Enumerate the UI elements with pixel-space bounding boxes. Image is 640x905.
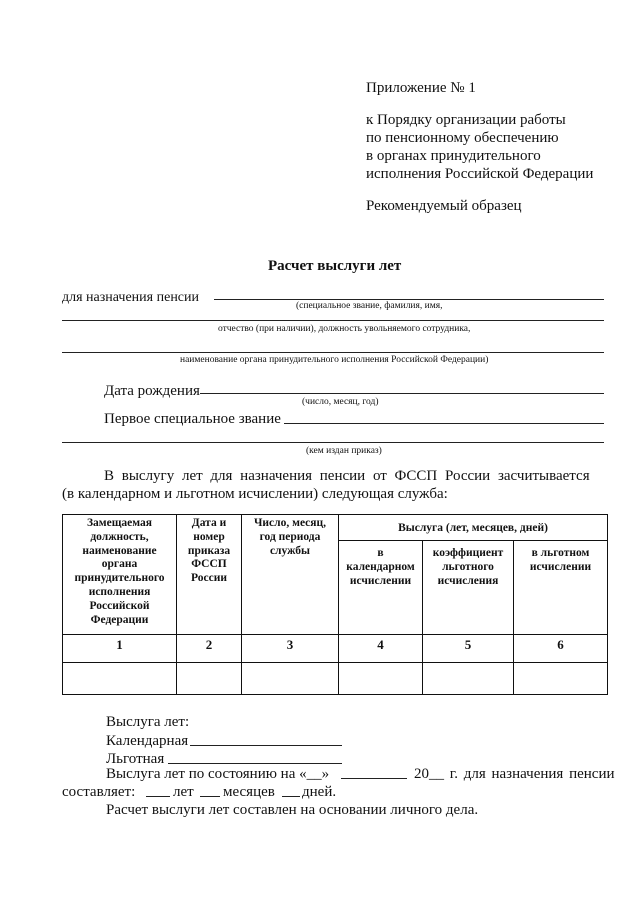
col-number-1: 1 — [63, 635, 177, 663]
header-position-l4: органа — [101, 558, 138, 571]
header-line-3: в органах принудительного — [366, 148, 541, 164]
calendar-label: Календарная — [106, 733, 189, 749]
hint-patronymic: отчество (при наличии), должность увольняемого сотрудника, — [218, 324, 471, 334]
preferential-label: Льготная — [106, 751, 165, 767]
header-position — [63, 515, 177, 635]
years-line — [146, 796, 170, 797]
header-position-l6: исполнения — [88, 585, 151, 598]
empty-cell[interactable] — [177, 663, 242, 695]
table-row-numbers — [63, 635, 608, 663]
empty-cell[interactable] — [63, 663, 177, 695]
empty-cell[interactable] — [423, 663, 514, 695]
header-period-l1: Число, месяц, — [253, 517, 327, 529]
empty-cell[interactable] — [514, 663, 608, 695]
header-position-l8: Федерации — [90, 613, 149, 626]
header-preferential-l1: в льготном — [531, 547, 590, 559]
header-order-l5: России — [191, 572, 227, 585]
months-line — [200, 796, 220, 797]
paragraph-line-1: В выслугу лет для назначения пенсии от ФССП России засчитывается — [104, 468, 590, 484]
header-coefficient-l1: коэффициент — [432, 547, 504, 559]
header-period-l3: службы — [269, 544, 311, 557]
header-position-l7: Российской — [89, 599, 150, 612]
header-calendar-l3: исчислении — [349, 574, 412, 587]
first-rank-line — [284, 423, 604, 424]
header-position-l3: наименование — [82, 544, 157, 557]
preferential-line — [168, 763, 342, 764]
header-period — [242, 515, 339, 635]
patronymic-line — [62, 320, 604, 321]
header-coefficient-l2: льготного — [442, 560, 494, 573]
header-order-l4: ФССП — [191, 558, 227, 571]
empty-cell[interactable] — [339, 663, 423, 695]
header-preferential-l2: исчислении — [529, 560, 592, 573]
header-order — [177, 515, 242, 635]
col-number-5: 5 — [423, 635, 514, 663]
header-seniority-group: Выслуга (лет, месяцев, дней) — [339, 515, 608, 541]
as-of-year: 20__ г. для назначения пенсии — [414, 766, 615, 782]
order-line — [62, 442, 604, 443]
document-title: Расчет выслуги лет — [268, 258, 402, 274]
col-number-6: 6 — [514, 635, 608, 663]
as-of-date-line — [341, 778, 407, 779]
days-line — [282, 796, 300, 797]
paragraph-line-2: (в календарном и льготном исчислении) следующая служба: — [62, 486, 448, 502]
seniority-label: Выслуга лет: — [106, 714, 190, 730]
as-of-label: Выслуга лет по состоянию на «__» — [106, 766, 330, 782]
totals-prefix: составляет: — [62, 784, 136, 800]
header-line-1: к Порядку организации работы — [366, 112, 566, 128]
header-coefficient-l3: исчисления — [437, 574, 499, 587]
based-on-text: Расчет выслуги лет составлен на основании личного дела. — [106, 802, 479, 818]
header-coefficient — [423, 541, 514, 635]
header-calendar — [339, 541, 423, 635]
header-order-l2: номер — [193, 530, 225, 543]
months-label: месяцев — [223, 784, 275, 800]
for-pension-label: для назначения пенсии — [62, 290, 200, 305]
first-rank-label: Первое специальное звание — [104, 411, 281, 427]
days-label: дней. — [302, 784, 337, 800]
header-position-l2: должность, — [90, 530, 149, 543]
header-line-4: исполнения Российской Федерации — [366, 166, 594, 182]
seniority-table — [62, 514, 608, 695]
table-row — [63, 663, 608, 695]
birth-date-line — [200, 393, 604, 394]
header-calendar-l2: календарном — [346, 560, 415, 573]
empty-cell[interactable] — [242, 663, 339, 695]
header-calendar-l1: в — [377, 547, 384, 559]
header-period-l2: год периода — [259, 530, 321, 543]
col-number-2: 2 — [177, 635, 242, 663]
header-line-2: по пенсионному обеспечению — [366, 130, 559, 146]
hint-order: (кем издан приказ) — [306, 446, 382, 456]
header-position-l1: Замещаемая — [86, 517, 153, 529]
birth-date-label: Дата рождения — [104, 383, 200, 399]
calendar-line — [190, 745, 342, 746]
years-label: лет — [173, 784, 194, 800]
header-order-l3: приказа — [187, 544, 231, 557]
hint-rank-name: (специальное звание, фамилия, имя, — [296, 301, 443, 311]
organ-line — [62, 352, 604, 353]
col-number-3: 3 — [242, 635, 339, 663]
header-preferential — [514, 541, 608, 635]
hint-organ: наименование органа принудительного исполнения Российской Федерации) — [180, 355, 489, 365]
header-order-l1: Дата и — [191, 517, 227, 529]
appendix-number: Приложение № 1 — [366, 80, 476, 96]
header-position-l5: принудительного — [74, 572, 165, 585]
col-number-4: 4 — [339, 635, 423, 663]
recommended-sample: Рекомендуемый образец — [366, 198, 522, 214]
hint-date: (число, месяц, год) — [302, 397, 379, 407]
name-line — [214, 299, 604, 300]
